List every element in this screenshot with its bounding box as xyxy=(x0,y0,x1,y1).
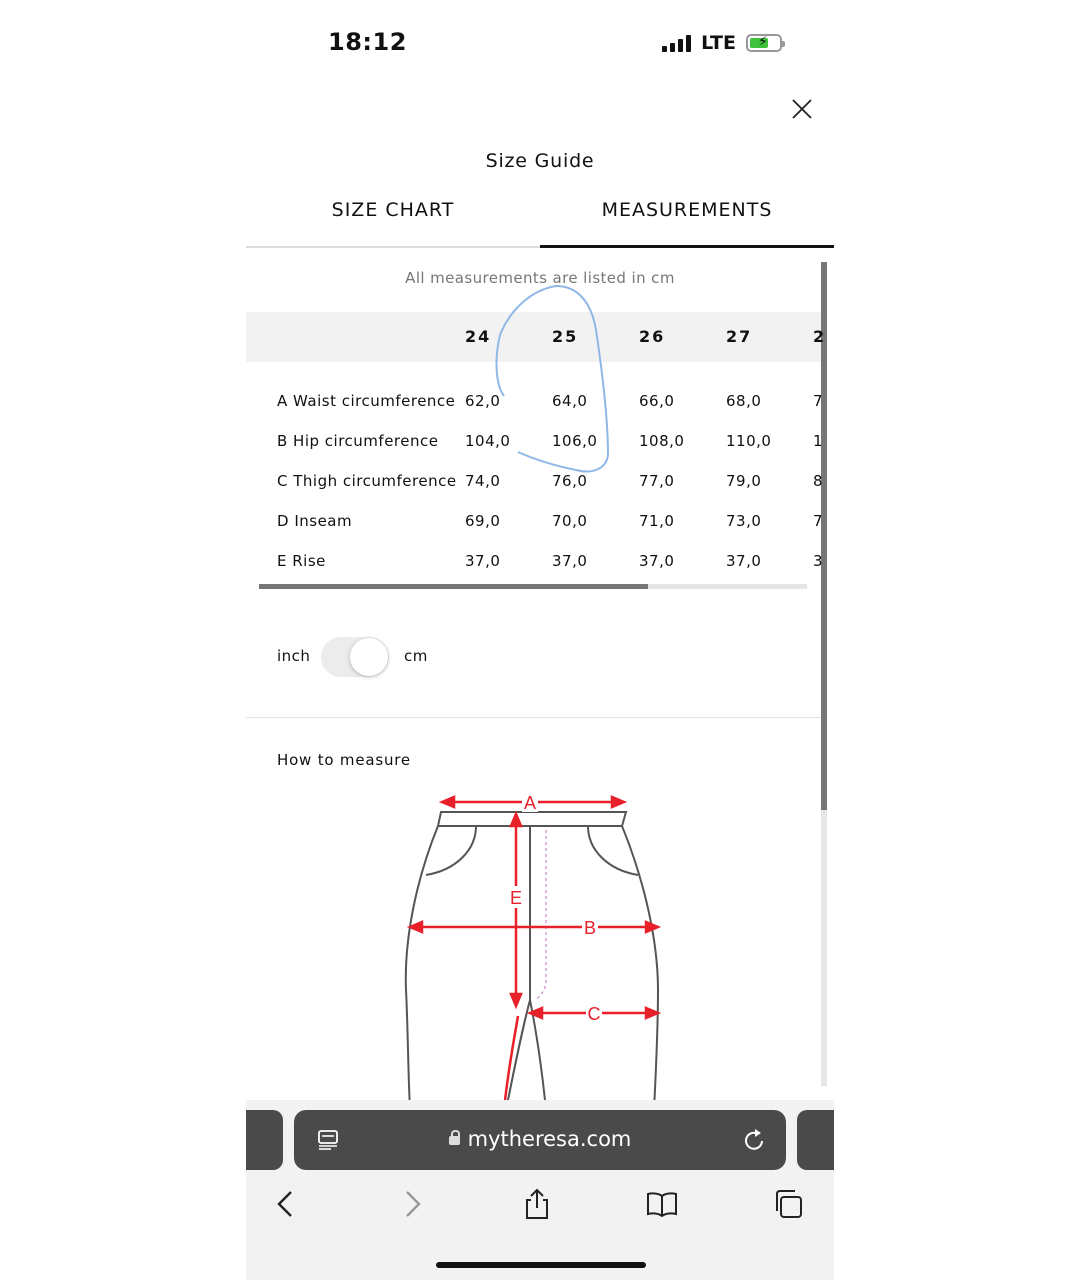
measurements-table[interactable] xyxy=(246,312,827,592)
horizontal-scrollbar-thumb[interactable] xyxy=(259,584,648,589)
pants-measure-diagram xyxy=(396,790,666,1110)
measurements-panel xyxy=(246,250,834,1100)
table-cell: 37,0 xyxy=(726,552,762,570)
table-cell: 3 xyxy=(813,552,824,570)
table-cell: 69,0 xyxy=(465,512,501,530)
unit-inch-label: inch xyxy=(277,647,311,665)
table-cell: 37,0 xyxy=(552,552,588,570)
status-indicators xyxy=(662,32,782,54)
bookmarks-icon[interactable] xyxy=(646,1188,678,1220)
next-tab-preview[interactable] xyxy=(797,1110,834,1170)
column-header: 27 xyxy=(726,327,753,346)
table-cell: 77,0 xyxy=(639,472,675,490)
table-cell: 76,0 xyxy=(552,472,588,490)
forward-icon[interactable] xyxy=(396,1188,428,1220)
modal-title: Size Guide xyxy=(485,150,595,172)
row-label: D Inseam xyxy=(277,512,353,530)
url-text: mytheresa.com xyxy=(467,1127,632,1151)
table-cell: 68,0 xyxy=(726,392,762,410)
address-bar[interactable] xyxy=(294,1110,786,1170)
column-header: 26 xyxy=(639,327,666,346)
table-cell: 1 xyxy=(813,432,824,450)
diagram-label-e: E xyxy=(509,888,523,908)
lock-icon xyxy=(449,1136,460,1145)
column-header: 24 xyxy=(465,327,492,346)
phone-screen xyxy=(246,0,834,1280)
diagram-label-b: B xyxy=(583,918,597,938)
unit-toggle[interactable] xyxy=(321,637,389,677)
section-divider xyxy=(246,717,821,718)
tab-bar xyxy=(246,196,834,248)
url-display[interactable] xyxy=(294,1127,786,1151)
table-cell: 37,0 xyxy=(639,552,675,570)
table-cell: 8 xyxy=(813,472,824,490)
home-indicator[interactable] xyxy=(436,1262,646,1268)
previous-tab-preview[interactable] xyxy=(246,1110,283,1170)
tab-measurements[interactable]: MEASUREMENTS xyxy=(540,196,834,248)
tabs-icon[interactable] xyxy=(772,1188,804,1220)
signal-icon xyxy=(662,34,691,52)
column-header: 25 xyxy=(552,327,579,346)
row-label: E Rise xyxy=(277,552,326,570)
table-cell: 106,0 xyxy=(552,432,598,450)
table-cell: 79,0 xyxy=(726,472,762,490)
units-note: All measurements are listed in cm xyxy=(405,269,675,287)
tab-size-chart[interactable]: SIZE CHART xyxy=(246,196,540,248)
reload-icon[interactable] xyxy=(742,1127,768,1153)
row-label: B Hip circumference xyxy=(277,432,439,450)
battery-icon: ⚡ xyxy=(746,34,782,52)
status-time: 18:12 xyxy=(328,28,407,56)
browser-chrome xyxy=(246,1100,834,1280)
table-cell: 7 xyxy=(813,512,824,530)
table-cell: 71,0 xyxy=(639,512,675,530)
network-label: LTE xyxy=(701,32,736,54)
diagram-label-a: A xyxy=(523,793,537,813)
row-label: A Waist circumference xyxy=(277,392,456,410)
table-cell: 73,0 xyxy=(726,512,762,530)
close-icon[interactable] xyxy=(789,96,815,122)
back-icon[interactable] xyxy=(270,1188,302,1220)
browser-toolbar xyxy=(246,1182,834,1230)
share-icon[interactable] xyxy=(521,1188,553,1220)
table-cell: 66,0 xyxy=(639,392,675,410)
toggle-knob[interactable] xyxy=(350,638,388,676)
table-cell: 70,0 xyxy=(552,512,588,530)
column-header: 2 xyxy=(813,327,827,346)
table-cell: 37,0 xyxy=(465,552,501,570)
diagram-label-c: C xyxy=(587,1004,601,1024)
how-to-measure-title: How to measure xyxy=(277,751,411,769)
table-cell: 62,0 xyxy=(465,392,501,410)
row-label: C Thigh circumference xyxy=(277,472,457,490)
table-cell: 74,0 xyxy=(465,472,501,490)
table-cell: 108,0 xyxy=(639,432,685,450)
unit-cm-label: cm xyxy=(404,647,428,665)
table-cell: 110,0 xyxy=(726,432,772,450)
table-cell: 64,0 xyxy=(552,392,588,410)
table-cell: 7 xyxy=(813,392,824,410)
table-cell: 104,0 xyxy=(465,432,511,450)
